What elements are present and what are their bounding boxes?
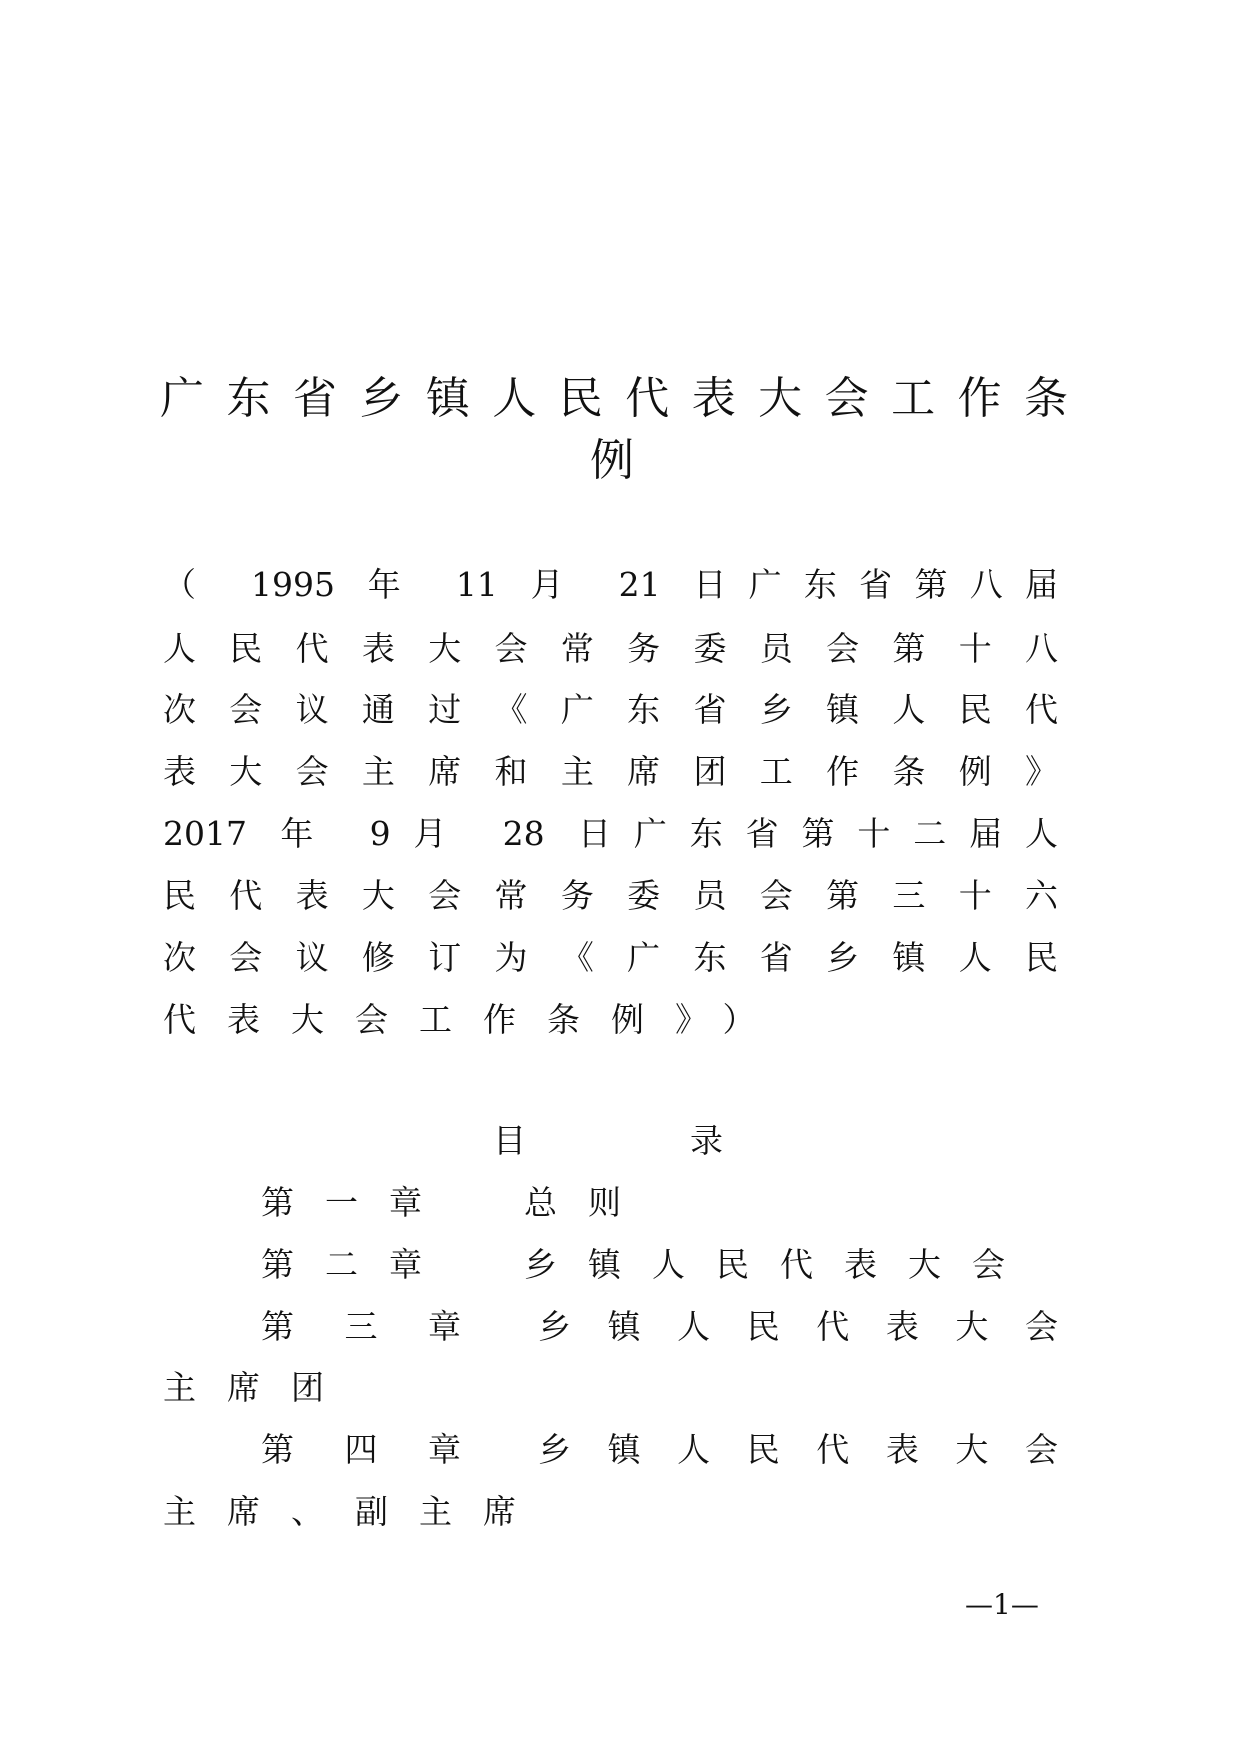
toc-chapter: 第二章 xyxy=(261,1245,453,1284)
toc-title-continued: 主席、副主席 xyxy=(163,1492,547,1531)
preamble-line: 表大会主席和主席团工作条例》 xyxy=(163,752,1058,791)
preamble-line: （ 1995 年 11 月 21 日广东省第八届 xyxy=(163,565,1058,604)
toc-title: 乡镇人民代表大会 xyxy=(538,1307,1058,1346)
preamble-line: 次会议修订为《广东省乡镇人民 xyxy=(163,938,1058,977)
toc-heading: 目 xyxy=(493,1121,526,1160)
toc-title: 总则 xyxy=(524,1183,652,1222)
toc-chapter: 第四章 xyxy=(261,1430,461,1469)
toc-title: 乡镇人民代表大会 xyxy=(538,1430,1058,1469)
preamble-line: 民代表大会常务委员会第三十六 xyxy=(163,876,1058,915)
preamble-line: 人民代表大会常务委员会第十八 xyxy=(163,629,1058,668)
page-number: —1— xyxy=(965,1588,1039,1621)
toc-chapter: 第一章 xyxy=(261,1183,453,1222)
toc-title-continued: 主席团 xyxy=(163,1368,355,1407)
preamble-line: 次会议通过《广东省乡镇人民代 xyxy=(163,690,1058,729)
preamble-line: 2017 年 9月 28 日广东省第十二届人 xyxy=(163,814,1058,853)
document-title-continued: 例 xyxy=(590,435,634,486)
preamble-line: 代表大会工作条例》） xyxy=(163,1000,787,1039)
toc-chapter: 第三章 xyxy=(261,1307,461,1346)
toc-title: 乡镇人民代表大会 xyxy=(524,1245,1036,1284)
document-title: 广东省乡镇人民代表大会工作条 xyxy=(160,373,1068,424)
toc-heading: 录 xyxy=(690,1121,723,1160)
